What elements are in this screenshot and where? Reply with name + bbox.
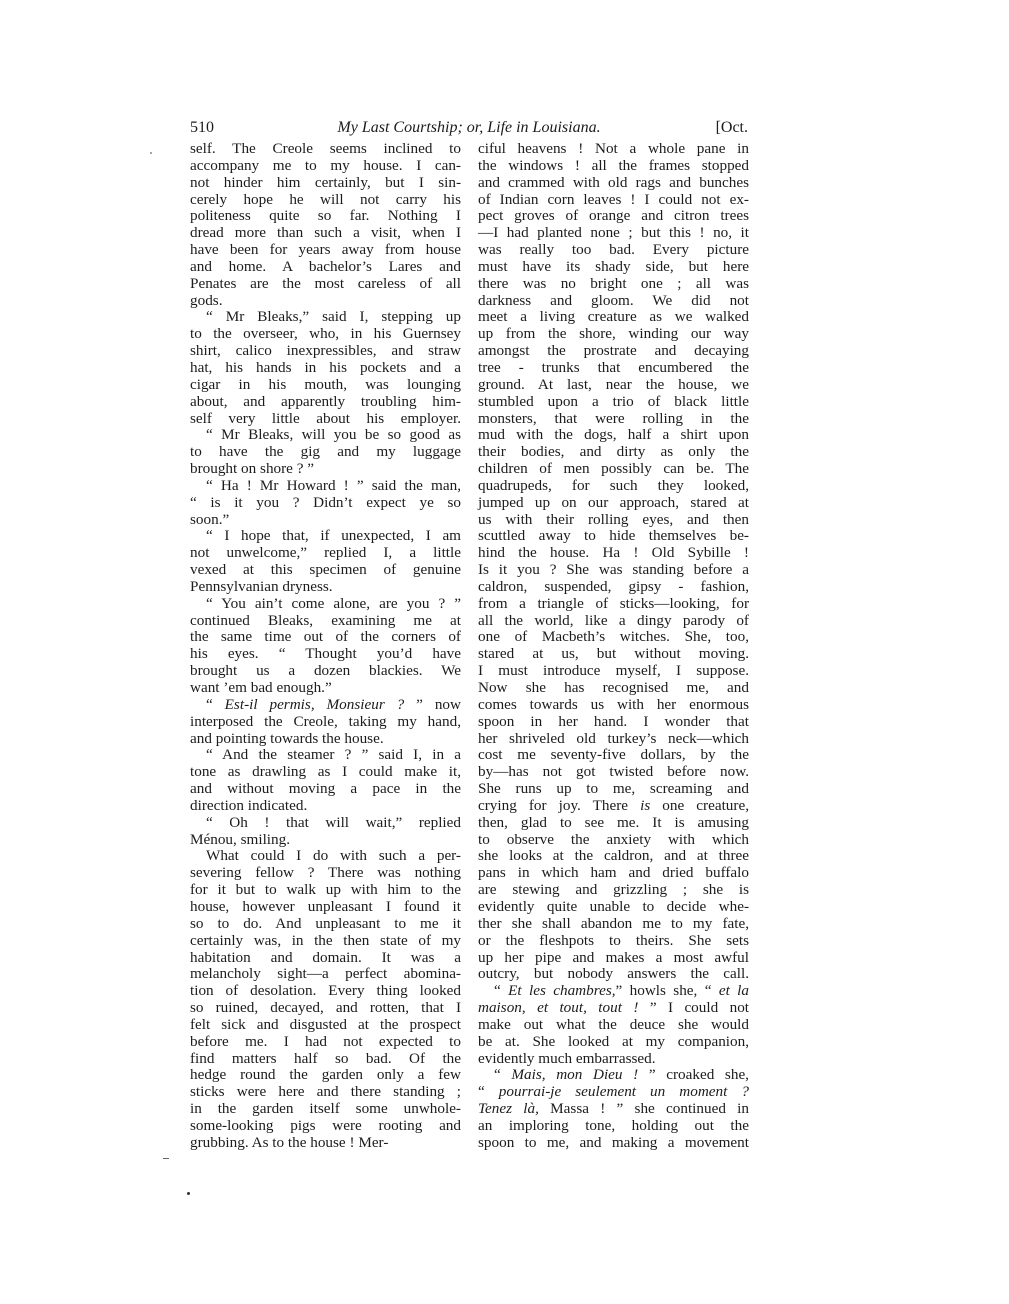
text-line: to the overseer, who, in his Guernsey [190,325,461,343]
text-line: not hinder him certainly, but I sin- [190,173,461,191]
text-line: an imploring tone, holding out the [478,1116,749,1134]
text-line: hind the house. Ha ! Old Sybille ! [478,544,749,562]
text-line: her shriveled old turkey’s neck—which [478,729,749,747]
text-line: grubbing. As to the house ! Mer- [190,1133,389,1151]
text-line: “ I hope that, if unexpected, I am [206,527,461,545]
text-line: must have its shady side, but here [478,257,749,275]
text-line: be at. She looked at my companion, [478,1032,749,1050]
margin-dash [163,1158,169,1159]
text-line: comes towards us with her enormous [478,695,749,713]
text-line: crying for joy. There is one creature, [478,796,749,814]
text-line: monsters, that were rolling in the [478,409,749,427]
text-line: tion of desolation. Every thing looked [190,982,461,1000]
text-line: for it but to walk up with him to the [190,881,461,899]
text-line: scuttled away to hide themselves be- [478,527,749,545]
text-line: there was no bright one ; all was [478,274,749,292]
text-line: “ Mais, mon Dieu ! ” croaked she, [494,1066,749,1084]
text-line: gods. [190,291,223,309]
text-line: stumbled upon a trio of black little [478,392,749,410]
text-line: want ’em bad enough.” [190,679,332,696]
text-line: and crammed with old rags and bunches [478,173,749,191]
text-line: to observe the anxiety with which [478,830,749,848]
text-line: was really too bad. Every picture [478,241,749,259]
text-line: ground. At last, near the house, we [478,375,749,393]
text-line: and pointing towards the house. [190,729,384,747]
text-line: —I had planted none ; but this ! no, it [478,224,749,242]
text-line: Penates are the most careless of all [190,274,461,292]
text-line: hedge round the garden only a few [190,1066,461,1084]
text-line: tree - trunks that encumbered the [478,358,749,376]
text-line: and without moving a pace in the [190,780,461,798]
text-line: up her pipe and makes a most awful [478,948,749,966]
text-line: before me. I had not expected to [190,1032,461,1050]
text-line: brought us a dozen blackies. We [190,662,461,680]
text-line: dread more than such a visit, when I [190,224,461,242]
running-title-separator: ; [457,119,467,136]
text-line: and home. A bachelor’s Lares and [190,257,461,275]
text-line: the same time out of the corners of [190,628,461,646]
text-line: Is it you ? She was standing before a [478,561,749,579]
text-line: have been for years away from house [190,241,461,259]
text-line: mud with the dogs, half a shirt upon [478,426,749,444]
text-line: shirt, calico inexpressibles, and straw [190,342,461,360]
text-line: stared at us, but without moving. [478,645,749,663]
text-line: meet a living creature as we walked [478,308,749,326]
running-title-subtitle: or, Life in Louisiana. [466,119,601,136]
text-line: not unwelcome,” replied I, a little [190,544,461,562]
text-line: spoon to me, and making a movement [478,1133,749,1151]
text-line: maison, et tout, tout ! ” I could not [478,999,750,1017]
text-line: She runs up to me, screaming and [478,780,749,798]
text-line: I must introduce myself, I suppose. [478,662,749,680]
text-line: direction indicated. [190,796,308,814]
text-line: house, however unpleasant I found it [190,897,461,915]
text-line: severing fellow ? There was nothing [190,864,461,882]
running-title [190,117,748,139]
text-line: melancholy sight—a perfect abomina- [190,965,461,983]
text-line: their bodies, and dirty as only the [478,443,749,461]
text-line: What could I do with such a per- [206,847,461,865]
text-line: darkness and gloom. We did not [478,291,749,309]
text-line: “ Ha ! Mr Howard ! ” said the man, [206,476,461,494]
text-line: by—has not got twisted before now. [478,763,749,781]
text-line: vexed at this specimen of genuine [190,561,461,579]
text-line: Ménou, smiling. [190,830,290,848]
text-line: ther she shall abandon me to my fate, [478,914,749,932]
text-line: amongst the prostrate and decaying [478,342,749,360]
running-title-main: My Last Courtship [337,119,458,136]
text-line: or the fleshpots to theirs. She sets [478,931,749,949]
text-line: find matters half so bad. Of the [190,1049,461,1067]
text-line: about, and apparently troubling him- [190,392,461,410]
text-line: cigar in his mouth, was lounging [190,375,461,393]
text-line: make out what the deuce she would [478,1015,749,1033]
text-line: certainly was, in the then state of my [190,931,461,949]
text-line: politeness quite so far. Nothing I [190,207,461,225]
text-line: the windows ! all the frames stopped [478,156,749,174]
text-line: of Indian corn leaves ! I could not ex- [478,190,749,208]
text-line: felt sick and disgusted at the prospect [190,1015,461,1033]
text-line: one of Macbeth’s witches. She, too, [478,628,749,646]
text-column-right [478,141,749,1152]
text-line: “ is it you ? Didn’t expect ye so [190,493,461,511]
text-line: so to do. And unpleasant to me it [190,914,461,932]
margin-speck [150,152,152,154]
text-line: evidently quite unable to decide whe- [478,897,749,915]
text-line: up from the shore, winding our way [478,325,749,343]
text-line: pect groves of orange and citron trees [478,207,749,225]
text-line: cerely hope he will not carry his [190,190,461,208]
text-line: us with their rolling eyes, and then [478,510,749,528]
text-line: are stewing and grizzling ; she is [478,881,749,899]
text-line: tone as drawling as I could make it, [190,763,461,781]
text-line: self. The Creole seems inclined to [190,140,461,157]
margin-dot [187,1192,190,1195]
text-line: “ Oh ! that will wait,” replied [206,813,461,831]
text-line: brought on shore ? ” [190,460,314,478]
text-line: ciful heavens ! Not a whole pane in [478,140,749,157]
text-line: accompany me to my house. I can- [190,156,461,174]
text-line: from a triangle of sticks—looking, for [478,594,749,612]
text-line: sticks were here and there standing ; [190,1083,461,1101]
text-line: pans in which ham and dried buffalo [478,864,749,882]
text-line: continued Bleaks, examining me at [190,611,461,629]
text-line: “ Mr Bleaks,” said I, stepping up [206,308,461,326]
text-line: all the world, like a dingy parody of [478,611,749,629]
text-line: spoon in her hand. I wonder that [478,712,749,730]
text-line: in the garden itself some unwhole- [190,1100,461,1118]
text-line: then, glad to see me. It is amusing [478,813,749,831]
text-line: self very little about his employer. [190,409,461,427]
page-number: 510 [190,119,214,136]
text-line: habitation and domain. It was a [190,948,461,966]
text-line: cost me seventy-five dollars, by the [478,746,749,764]
text-line: soon.” [190,510,230,528]
text-line: to have the gig and my luggage [190,443,461,461]
text-line: “ Et les chambres,” howls she, “ et la [494,982,749,1000]
text-line: some-looking pigs were rooting and [190,1116,461,1134]
text-line: outcry, but nobody answers the call. [478,965,749,983]
running-header [190,117,748,139]
text-line: evidently much embarrassed. [478,1049,656,1067]
text-line: “ pourrai-je seulement un moment ? [478,1083,749,1101]
text-line: “ And the steamer ? ” said I, in a [206,746,461,764]
text-line: jumped up on our approach, stared at [478,493,749,511]
text-line: Now she has recognised me, and [478,679,749,696]
text-line: she looks at the caldron, and at three [478,847,749,865]
text-line: children of men possibly can be. The [478,460,749,478]
text-line: “ Mr Bleaks, will you be so good as [206,426,461,444]
text-line: interposed the Creole, taking my hand, [190,712,461,730]
text-line: Tenez là, Massa ! ” she continued in [478,1100,749,1118]
text-line: his eyes. “ Thought you’d have [190,645,461,663]
running-month: [Oct. [715,119,748,136]
text-line: caldron, suspended, gipsy - fashion, [478,577,749,595]
text-line: Pennsylvanian dryness. [190,577,333,595]
text-line: so ruined, decayed, and rotten, that I [190,999,461,1017]
text-column-left [190,141,461,1152]
text-line: “ Est-il permis, Monsieur ? ” now [206,695,461,713]
text-line: hat, his hands in his pockets and a [190,358,461,376]
text-line: quadrupeds, for such they looked, [478,476,749,494]
text-line: “ You ain’t come alone, are you ? ” [206,594,461,612]
